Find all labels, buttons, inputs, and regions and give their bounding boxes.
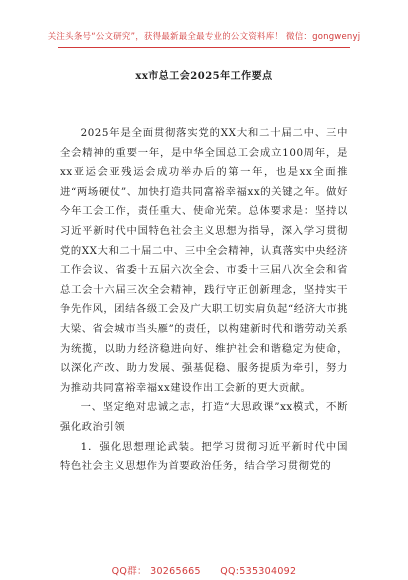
footer-contact	[0, 563, 408, 577]
paragraph-intro: 2025年是全面贯彻落实党的XX大和二十届二中、三中全会精神的重要一年，是中华全国总工会成立100周年，是xx亚运会亚残运会成功举办后的第一年，也是xx全面推进“两场硬仗”、加快打造共同富裕幸福xx的关键之年。做好今年工会工作，责任重大、使命光荣。总体要求是：坚持以习近平新时代中国特色社会主义思想为指导，深入学习贯彻党的XX大和二十届二中、三中全会精神，认真落实中央经济工作会议、省委十五届六次全会、市委十三届八次全会和省总工会十六届三次全会精神，践行守正创新理念，坚持实干争先作风，团结各级工会及广大职工切实肩负起“经济大市挑大梁、省会城市当头雁”的责任，以构建新时代和谐劳动关系为统揽，以助力经济稳进向好、维护社会和谐稳定为使命，以深化产改、助力发展、强基促稳、服务提质为牵引，努力为推动共同富裕幸福xx建设作出工会新的更大贡献。	[60, 127, 348, 394]
document-title: xx市总工会2025年工作要点	[135, 71, 273, 82]
footer-qq-number: QQ:535304092	[220, 566, 297, 577]
header-divider	[58, 47, 350, 48]
paragraph-item-1: 1．强化思想理论武装。把学习贯彻习近平新时代中国特色社会主义思想作为首要政治任务，结合学习贯彻党的	[60, 440, 348, 473]
document-body	[60, 124, 348, 477]
footer-qq-group: QQ群： 30265665	[111, 566, 201, 577]
header-banner: 关注头条号“公文研究”，获得最新最全最专业的公文资料库！ 微信：gongwenyj	[47, 32, 361, 42]
section-heading-1: 一、坚定绝对忠诚之志，打造“大思政课”xx模式，不断强化政治引领	[60, 401, 348, 433]
